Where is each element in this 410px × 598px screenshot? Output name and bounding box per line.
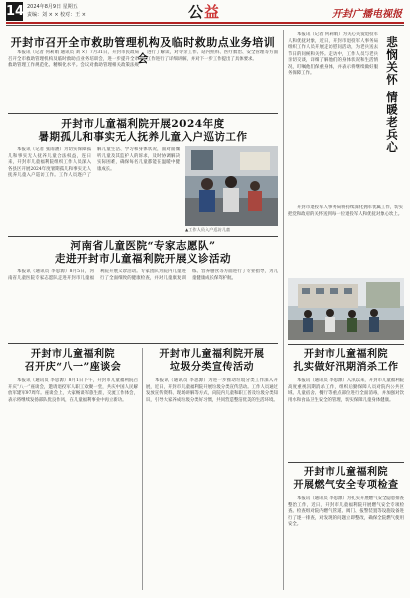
issue-date: 2024年8月9日 星期五	[27, 4, 78, 10]
article2-photo	[185, 146, 278, 226]
article5-body: 本报讯（通讯员 李思源）为进一步推动垃圾分类工作深入开展，近日，开封市儿童福利院开展垃圾分类宣传活动。工作人员通过发放宣传资料、现场讲解等方式，向院内儿童和职工普及垃圾分类知识，引导大家养成垃圾分类好习惯，共同营造整洁优美的生活环境。	[146, 378, 278, 403]
divider	[8, 113, 278, 114]
article1-headline: 开封市召开全市救助管理机构及临时救助点业务培训会	[10, 36, 276, 65]
article2-body: 本报讯（记者 张雨涵）为切实保障孤儿和事实无人抚养儿童合法权益，连日来，开封市儿童福利院组织工作人员深入各县区开展2024年度暑期孤儿和事实无人抚养儿童入户巡访工作。工作人员逐户了解儿童生活、学习和身体状况，面对面倾听儿童及其监护人的诉求，及时协调解决实际困难，确保每名儿童都能在温暖中健康成长。	[8, 147, 180, 178]
column-divider	[142, 348, 143, 590]
article4-headline: 开封市儿童福利院 召开庆“八一”座谈会	[24, 349, 122, 373]
article6-headline: 开封市儿童福利院 扎实做好汛期消杀工作	[293, 349, 399, 373]
article3-body: 本报讯（通讯员 李思源）8月5日，河南省儿童医院专家志愿队走进开封市儿童福利院开展义诊活动。专家团队为院内儿童进行了全面细致的健康检查，并对儿童康复训练、营养膳食等方面进行了专业指导，为儿童健康成长保驾护航。	[8, 269, 278, 281]
article1-body: 本报讯（记者 何莉娟 通讯员 刘 ×）7月31日，开封市民政局召开全市救助管理机构及临时救助点业务培训会，进一步提升全市救助管理工作规范化、精细化水平。会议对救助管理相关政策法规进行了解读，对寻亲工作、站内照料、医疗救治、安全管理等方面工作进行了详细讲解，并对下一步工作提出了具体要求。	[8, 50, 278, 68]
article6-body: 本报讯（通讯员 李思源）入汛以来，开封市儿童福利院高度重视汛期消杀工作，组织后勤保障人员对院内公共区域、儿童宿舍、餐厅等重点部位进行全面消毒，并加强对饮用水和食品卫生安全的管理，切实保障儿童身体健康。	[288, 378, 404, 403]
article3-headline: 河南省儿童医院“专家志愿队” 走进开封市儿童福利院开展义诊活动	[55, 240, 231, 265]
column-divider	[283, 30, 284, 590]
divider	[8, 343, 278, 344]
divider	[288, 344, 404, 345]
article2-photo-caption: ▲工作人员入户巡访儿童	[185, 227, 231, 232]
sidebar-photo	[288, 278, 404, 340]
article4-body: 本报讯（通讯员 李思源）8月1日下午，开封市儿童福利院召开庆“八一”座谈会，邀请退役军人职工欢聚一堂，共庆中国人民解放军建军97周年。座谈会上，大家畅谈军旅生涯，交流工作体会，表示将继续发扬部队优良作风，在儿童福利事业中再立新功。	[8, 378, 138, 403]
divider	[8, 236, 278, 237]
section-suffix: 益	[204, 3, 221, 21]
editor-credit: 责编：刘 × × 校对：王 ×	[27, 12, 86, 18]
article7-headline: 开封市儿童福利院 开展燃气安全专项检查	[293, 467, 399, 491]
sidebar-headline: 悲悯关怀 情暖老兵心	[385, 36, 399, 154]
section-prefix: 公	[188, 3, 205, 21]
article7-body: 本报讯（通讯员 李思源）为扎实开展燃气安全隐患排查整治工作，近日，开封市儿童福利院开展燃气安全专项检查。检查组对院内燃气管道、阀门、报警装置等设施设备进行了逐一排查，对发现的问题立即整改，确保全院燃气使用安全。	[288, 496, 404, 527]
article2-headline: 开封市儿童福利院开展2024年度 暑期孤儿和事实无人抚养儿童入户巡访工作	[38, 118, 248, 143]
page-header	[0, 0, 410, 26]
sidebar-body-top: 本报讯（记者 何莉娟）为关心关爱退役军人和优抚对象，近日，开封市退役军人事务局组织工作人员开展走访慰问活动，为老兵送去节日的问候和关怀。走访中，工作人员与老兵亲切交谈，详细了解他们的身体状况和生活情况，叮嘱他们保重身体，并表示将继续做好服务保障工作。	[288, 32, 378, 76]
header-rule-thin	[6, 25, 404, 26]
newspaper-brand: 开封广播电视报	[332, 9, 402, 20]
sidebar-body-bottom: 开封市退役军人事务局将持续深化拥军优属工作，切实把党和政府的关怀送到每一位退役军人和优抚对象心坎上。	[288, 205, 403, 217]
home-visit-photo	[185, 146, 278, 226]
divider	[288, 462, 404, 463]
page-number: 14	[6, 4, 25, 19]
header-rule	[6, 22, 404, 24]
building-group-photo	[288, 278, 404, 340]
section-title	[188, 1, 220, 22]
article5-headline: 开封市儿童福利院开展 垃圾分类宣传活动	[159, 349, 265, 373]
